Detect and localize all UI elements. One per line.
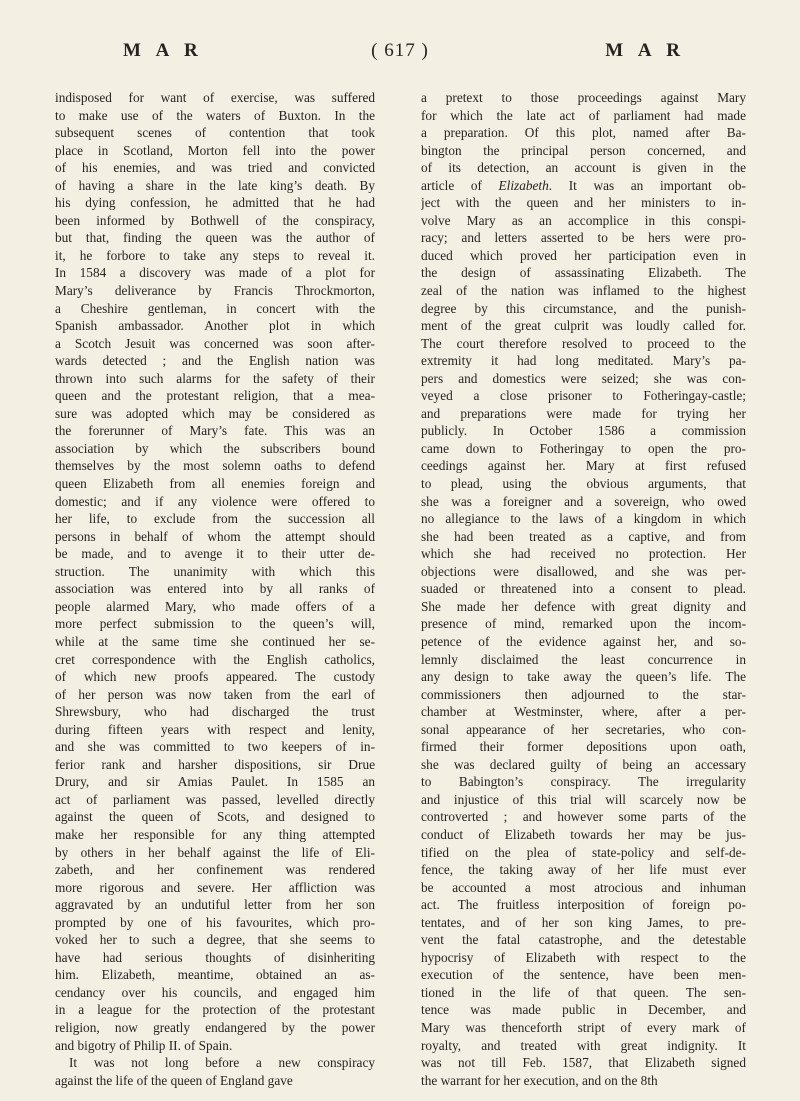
- left-column-line: been informed by Bothwell of the conspiracy,: [55, 212, 375, 228]
- right-column-line: tence was made public in December, and: [421, 1002, 746, 1018]
- left-column-line: place in Scotland, Morton fell into the power: [55, 142, 375, 158]
- page-header: [0, 40, 800, 70]
- left-column-line: by others in her behalf against the life of Eli-: [55, 844, 375, 860]
- right-column-line: to plead, using the obvious arguments, that: [421, 476, 746, 492]
- left-column-line: of his enemies, and was tried and convicted: [55, 160, 375, 176]
- left-column-line: of having a share in the late king’s death. By: [55, 177, 375, 193]
- left-column-line: cret correspondence with the English catholics,: [55, 651, 375, 667]
- left-column-line: while at the same time she continued her se-: [55, 633, 375, 649]
- right-column-line: tified on the plea of state-policy and self-de-: [421, 844, 746, 860]
- right-column-line: came down to Fotheringay to open the pro-: [421, 440, 746, 456]
- left-column-line: his dying confession, he admitted that he had: [55, 195, 375, 211]
- right-column-line: extremity it had long meditated. Mary’s pa-: [421, 353, 746, 369]
- right-column-line: volve Mary as an accomplice in this conspi-: [421, 212, 746, 228]
- right-column-line: Mary was thenceforth stript of every mark of: [421, 1019, 746, 1035]
- left-column-line: cendancy over his councils, and engaged him: [55, 984, 375, 1000]
- left-column-line: persons in behalf of whom the attempt should: [55, 528, 375, 544]
- left-column-line: act of parliament was passed, levelled directly: [55, 791, 375, 807]
- left-column-line: of which new proofs appeared. The custody: [55, 669, 375, 685]
- left-column-line: Mary’s deliverance by Francis Throckmorton,: [55, 283, 375, 299]
- left-column-line: aggravated by an undutiful letter from her son: [55, 897, 375, 913]
- left-column-line: be made, and to avenge it to their utter de-: [55, 546, 375, 562]
- left-column-line: ferior rank and harsher dispositions, sir Drue: [55, 756, 375, 772]
- left-column-line: voked her to such a degree, that she seems to: [55, 932, 375, 948]
- left-column-line: subsequent scenes of contention that took: [55, 125, 375, 141]
- right-column-line: firmed their former depositions upon oath,: [421, 739, 746, 755]
- right-column-line: was not till Feb. 1587, that Elizabeth signed: [421, 1055, 746, 1071]
- left-column-line: domestic; and if any violence were offered to: [55, 493, 375, 509]
- right-column-line: she was a foreigner and a sovereign, who owed: [421, 493, 746, 509]
- right-column-line: a pretext to those proceedings against Mary: [421, 90, 746, 105]
- left-column-line: people alarmed Mary, who made offers of a: [55, 598, 375, 614]
- left-column-line: Drury, and sir Amias Paulet. In 1585 an: [55, 774, 375, 790]
- left-column-line: In 1584 a discovery was made of a plot for: [55, 265, 375, 281]
- right-column-line: lemnly disclaimed the least concurrence in: [421, 651, 746, 667]
- left-column-line: her life, to exclude from the succession all: [55, 511, 375, 527]
- right-column-line: veyed a close prisoner to Fotheringay-castle;: [421, 388, 746, 404]
- left-column-line: queen and the protestant religion, that a mea-: [55, 388, 375, 404]
- left-column-line: struction. The unanimity with which this: [55, 563, 375, 579]
- right-column-line: the warrant for her execution, and on the 8th: [421, 1072, 658, 1088]
- right-column-line: she was declared guilty of being an accessary: [421, 756, 746, 772]
- left-column-line: indisposed for want of exercise, was suffered: [55, 90, 375, 105]
- left-column-line: It was not long before a new conspiracy: [69, 1055, 375, 1071]
- right-column-line: and preparations were made for trying her: [421, 405, 746, 421]
- left-column-line: it, he forbore to take any steps to reveal it.: [55, 247, 375, 263]
- right-column-line: tentates, and of her son king James, to pre-: [421, 914, 746, 930]
- right-column-line: which she had received no protection. Her: [421, 546, 746, 562]
- left-column-line: have had serious thoughts of disinheriting: [55, 949, 375, 965]
- right-column-line: ment of the great culprit was loudly called for.: [421, 318, 746, 334]
- right-column-line: fence, the taking away of her life must ever: [421, 862, 746, 878]
- left-column-line: of her person was now taken from the earl of: [55, 686, 375, 702]
- right-column-line: duced which proved her participation even in: [421, 247, 746, 263]
- left-column-line: association was entered into by all ranks of: [55, 581, 375, 597]
- page-number: ( 617 ): [371, 40, 429, 61]
- header-left-keyword: M A R: [123, 40, 200, 61]
- right-column-line: pers and domestics were seized; she was con-: [421, 370, 746, 386]
- left-column-line: to make use of the waters of Buxton. In the: [55, 107, 375, 123]
- left-column-line: sure was adopted which may be considered as: [55, 405, 375, 421]
- right-column-line: suaded or threatened into a consent to plead.: [421, 581, 746, 597]
- left-column-line: the forerunner of Mary’s fate. This was an: [55, 423, 375, 439]
- left-column-line: and she was committed to two keepers of in-: [55, 739, 375, 755]
- left-column-line: against the queen of Scots, and designed to: [55, 809, 375, 825]
- right-column-line: vent the fatal catastrophe, and the detestable: [421, 932, 746, 948]
- left-column-line: more perfect submission to the queen’s will,: [55, 616, 375, 632]
- left-column-line: more rigorous and severe. Her affliction was: [55, 879, 375, 895]
- right-column-line: sonal appearance of her secretaries, who con-: [421, 721, 746, 737]
- right-column-line: for which the late act of parliament had made: [421, 107, 746, 123]
- left-column-line: religion, now greatly endangered by the power: [55, 1019, 375, 1035]
- right-column-line: chamber at Westminster, where, after a per-: [421, 704, 746, 720]
- right-column-line: be accounted a most atrocious and inhuman: [421, 879, 746, 895]
- right-column-line: commissioners then adjourned to the star-: [421, 686, 746, 702]
- left-column-line: Spanish ambassador. Another plot in which: [55, 318, 375, 334]
- right-column-line: of its detection, an account is given in the: [421, 160, 746, 176]
- right-column-line: tioned in the life of that queen. The sen-: [421, 984, 746, 1000]
- right-text-column: [421, 89, 746, 1089]
- header-right-keyword: M A R: [605, 40, 682, 61]
- right-column-line: a preparation. Of this plot, named after Ba-: [421, 125, 746, 141]
- right-column-line: ceedings against her. Mary at first refused: [421, 458, 746, 474]
- right-column-line: hypocrisy of Elizabeth with respect to the: [421, 949, 746, 965]
- left-column-line: queen Elizabeth from all enemies foreign and: [55, 476, 375, 492]
- right-column-line: any design to take away the queen’s life. The: [421, 669, 746, 685]
- left-column-line: Shrewsbury, who had discharged the trust: [55, 704, 375, 720]
- left-column-line: but that, finding the queen was the author of: [55, 230, 375, 246]
- right-column-line: act. The fruitless interposition of foreign po-: [421, 897, 746, 913]
- left-column-line: zabeth, and her confinement was rendered: [55, 862, 375, 878]
- italic-title: Elizabeth: [498, 177, 549, 193]
- left-column-line: during fifteen years with respect and lenity,: [55, 721, 375, 737]
- left-column-line: themselves by the most solemn oaths to defend: [55, 458, 375, 474]
- right-column-line: petence of the evidence against her, and so-: [421, 633, 746, 649]
- left-column-line: against the life of the queen of England gave: [55, 1072, 293, 1088]
- right-column-line: to Babington’s conspiracy. The irregularity: [421, 774, 746, 790]
- right-column-line: zeal of the nation was inflamed to the highest: [421, 283, 746, 299]
- right-column-line: racy; and letters asserted to be hers were pro-: [421, 230, 746, 246]
- left-column-line: thrown into such alarms for the safety of their: [55, 370, 375, 386]
- left-column-line: him. Elizabeth, meantime, obtained an as-: [55, 967, 375, 983]
- right-column-line: presence of mind, remarked upon the incom-: [421, 616, 746, 632]
- left-text-column: [55, 89, 375, 1089]
- right-column-line: She made her defence with great dignity and: [421, 598, 746, 614]
- right-column-line: the design of assassinating Elizabeth. The: [421, 265, 746, 281]
- right-column-line: The court therefore resolved to proceed to the: [421, 335, 746, 351]
- right-column-line: no allegiance to the laws of a kingdom in which: [421, 511, 746, 527]
- left-column-line: and bigotry of Philip II. of Spain.: [55, 1037, 233, 1053]
- right-column-line: execution of the sentence, have been men-: [421, 967, 746, 983]
- right-column-line: conduct of Elizabeth towards her may be jus-: [421, 826, 746, 842]
- right-column-line: article of Elizabeth. It was an important ob-: [421, 177, 746, 193]
- right-column-line: degree by this circumstance, and the punish-: [421, 300, 746, 316]
- left-column-line: a Cheshire gentleman, in concert with the: [55, 300, 375, 316]
- right-column-line: she had been treated as a captive, and from: [421, 528, 746, 544]
- right-column-line: bington the principal person concerned, and: [421, 142, 746, 158]
- right-column-line: objections were disallowed, and she was per-: [421, 563, 746, 579]
- left-column-line: a Scotch Jesuit was concerned was soon after-: [55, 335, 375, 351]
- left-column-line: prompted by one of his favourites, which pro-: [55, 914, 375, 930]
- left-column-line: wards detected ; and the English nation was: [55, 353, 375, 369]
- right-column-line: ject with the queen and her ministers to in-: [421, 195, 746, 211]
- right-column-line: and injustice of this trial will scarcely now be: [421, 791, 746, 807]
- left-column-line: make her responsible for any thing attempted: [55, 826, 375, 842]
- left-column-line: association by which the subscribers bound: [55, 440, 375, 456]
- right-column-line: royalty, and treated with great indignity. It: [421, 1037, 746, 1053]
- right-column-line: publicly. In October 1586 a commission: [421, 423, 746, 439]
- right-column-line: controverted ; and however some parts of the: [421, 809, 746, 825]
- left-column-line: in a league for the protection of the protestant: [55, 1002, 375, 1018]
